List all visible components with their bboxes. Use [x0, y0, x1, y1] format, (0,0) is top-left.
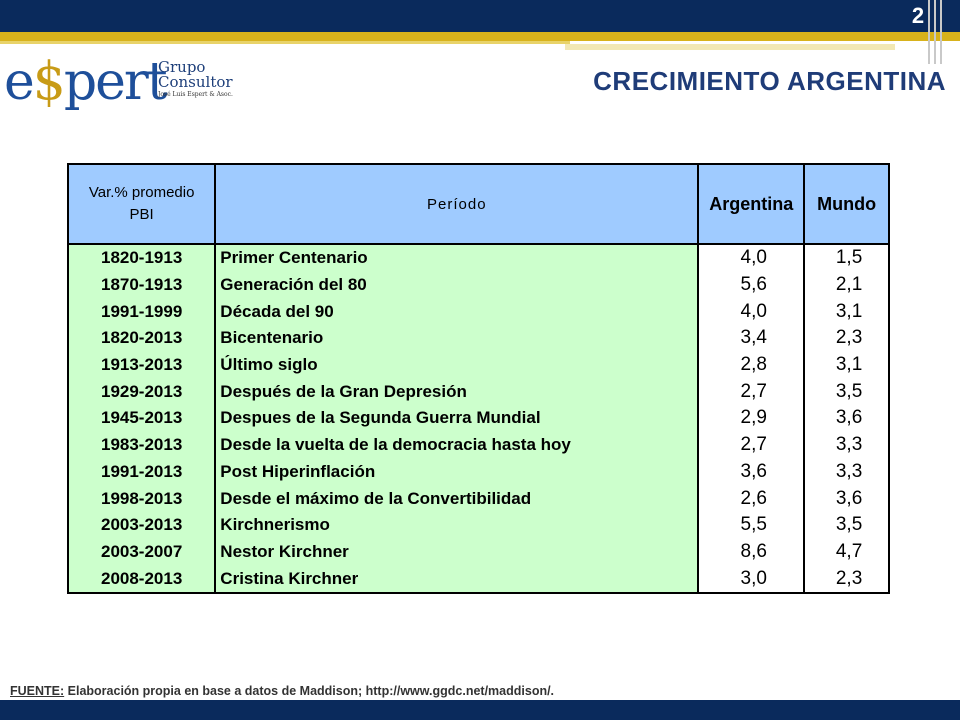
- row-mundo-value: 3,5: [810, 512, 889, 539]
- row-period: 1983-2013: [68, 432, 215, 459]
- row-description: Nestor Kirchner: [215, 539, 698, 566]
- row-period: 1913-2013: [68, 352, 215, 379]
- espert-logo: [4, 46, 234, 118]
- gold-stripe-thin: [0, 41, 570, 44]
- row-description: Primer Centenario: [215, 244, 698, 272]
- row-description: Después de la Gran Depresión: [215, 378, 698, 405]
- header-argentina: Argentina: [698, 164, 804, 244]
- row-argentina-value: 2,7: [704, 378, 804, 405]
- row-argentina-value: 2,6: [704, 485, 804, 512]
- row-period: 1945-2013: [68, 405, 215, 432]
- table-row: [68, 325, 889, 352]
- row-period: 2003-2007: [68, 539, 215, 566]
- row-period: 1820-2013: [68, 325, 215, 352]
- row-period: 2003-2013: [68, 512, 215, 539]
- row-description: Bicentenario: [215, 325, 698, 352]
- row-description: Desde la vuelta de la democracia hasta hoy: [215, 432, 698, 459]
- row-argentina-value: 4,0: [704, 244, 804, 272]
- row-argentina-value: 3,6: [704, 459, 804, 486]
- row-mundo-value: 3,1: [810, 352, 889, 379]
- table-row: [68, 272, 889, 299]
- row-description: Cristina Kirchner: [215, 565, 698, 593]
- row-argentina-value: 3,0: [704, 565, 804, 593]
- row-mundo-value: 3,5: [810, 378, 889, 405]
- row-mundo-value: 2,3: [810, 565, 889, 593]
- row-description: Generación del 80: [215, 272, 698, 299]
- slide-title: CRECIMIENTO ARGENTINA: [593, 66, 946, 96]
- table-row: [68, 352, 889, 379]
- row-mundo-value: 2,1: [810, 272, 889, 299]
- row-mundo-value: 3,3: [810, 459, 889, 486]
- row-mundo-value: 4,7: [810, 539, 889, 566]
- row-mundo-value: 1,5: [810, 244, 889, 272]
- light-stripe: [565, 44, 895, 50]
- row-argentina-value: 2,8: [704, 352, 804, 379]
- header-var: Var.% promedio PBI: [68, 164, 215, 244]
- logo-subtitle: Grupo Consultor José Luis Espert & Asoc.: [158, 58, 233, 98]
- row-period: 1991-2013: [68, 459, 215, 486]
- row-argentina-value: 2,9: [704, 405, 804, 432]
- row-argentina-value: 3,4: [704, 325, 804, 352]
- row-period: 1929-2013: [68, 378, 215, 405]
- table-row: [68, 432, 889, 459]
- table-row: [68, 298, 889, 325]
- row-description: Kirchnerismo: [215, 512, 698, 539]
- row-argentina-value: 8,6: [704, 539, 804, 566]
- row-period: 1820-1913: [68, 244, 215, 272]
- row-period: 1870-1913: [68, 272, 215, 299]
- table-row: [68, 512, 889, 539]
- page-number: 2: [911, 3, 925, 28]
- top-banner: [0, 0, 960, 32]
- table-row: [68, 539, 889, 566]
- row-mundo-value: 3,6: [810, 405, 889, 432]
- source-note: FUENTE: Elaboración propia en base a datos de Maddison; http://www.ggdc.net/maddison/.: [10, 684, 555, 698]
- row-argentina-value: 5,5: [704, 512, 804, 539]
- bottom-banner: [0, 700, 960, 720]
- row-mundo-value: 3,3: [810, 432, 889, 459]
- row-description: Década del 90: [215, 298, 698, 325]
- gold-stripe: [0, 32, 960, 41]
- row-argentina-value: 5,6: [704, 272, 804, 299]
- table-row: [68, 244, 889, 272]
- row-mundo-value: 3,6: [810, 485, 889, 512]
- row-description: Último siglo: [215, 352, 698, 379]
- row-argentina-value: 2,7: [704, 432, 804, 459]
- table-row: [68, 565, 889, 593]
- header-period: Período: [215, 164, 698, 244]
- row-mundo-value: 3,1: [810, 298, 889, 325]
- row-description: Desde el máximo de la Convertibilidad: [215, 485, 698, 512]
- logo-wordmark: e$pert: [4, 52, 166, 112]
- table-row: [68, 405, 889, 432]
- row-period: 1991-1999: [68, 298, 215, 325]
- row-mundo-value: 2,3: [810, 325, 889, 352]
- row-period: 2008-2013: [68, 565, 215, 593]
- row-description: Despues de la Segunda Guerra Mundial: [215, 405, 698, 432]
- row-argentina-value: 4,0: [704, 298, 804, 325]
- table-row: [68, 459, 889, 486]
- table-row: [68, 378, 889, 405]
- row-period: 1998-2013: [68, 485, 215, 512]
- table-row: [68, 485, 889, 512]
- header-mundo: Mundo: [804, 164, 889, 244]
- table-header-row: [68, 164, 889, 244]
- row-description: Post Hiperinflación: [215, 459, 698, 486]
- growth-table: [67, 163, 890, 594]
